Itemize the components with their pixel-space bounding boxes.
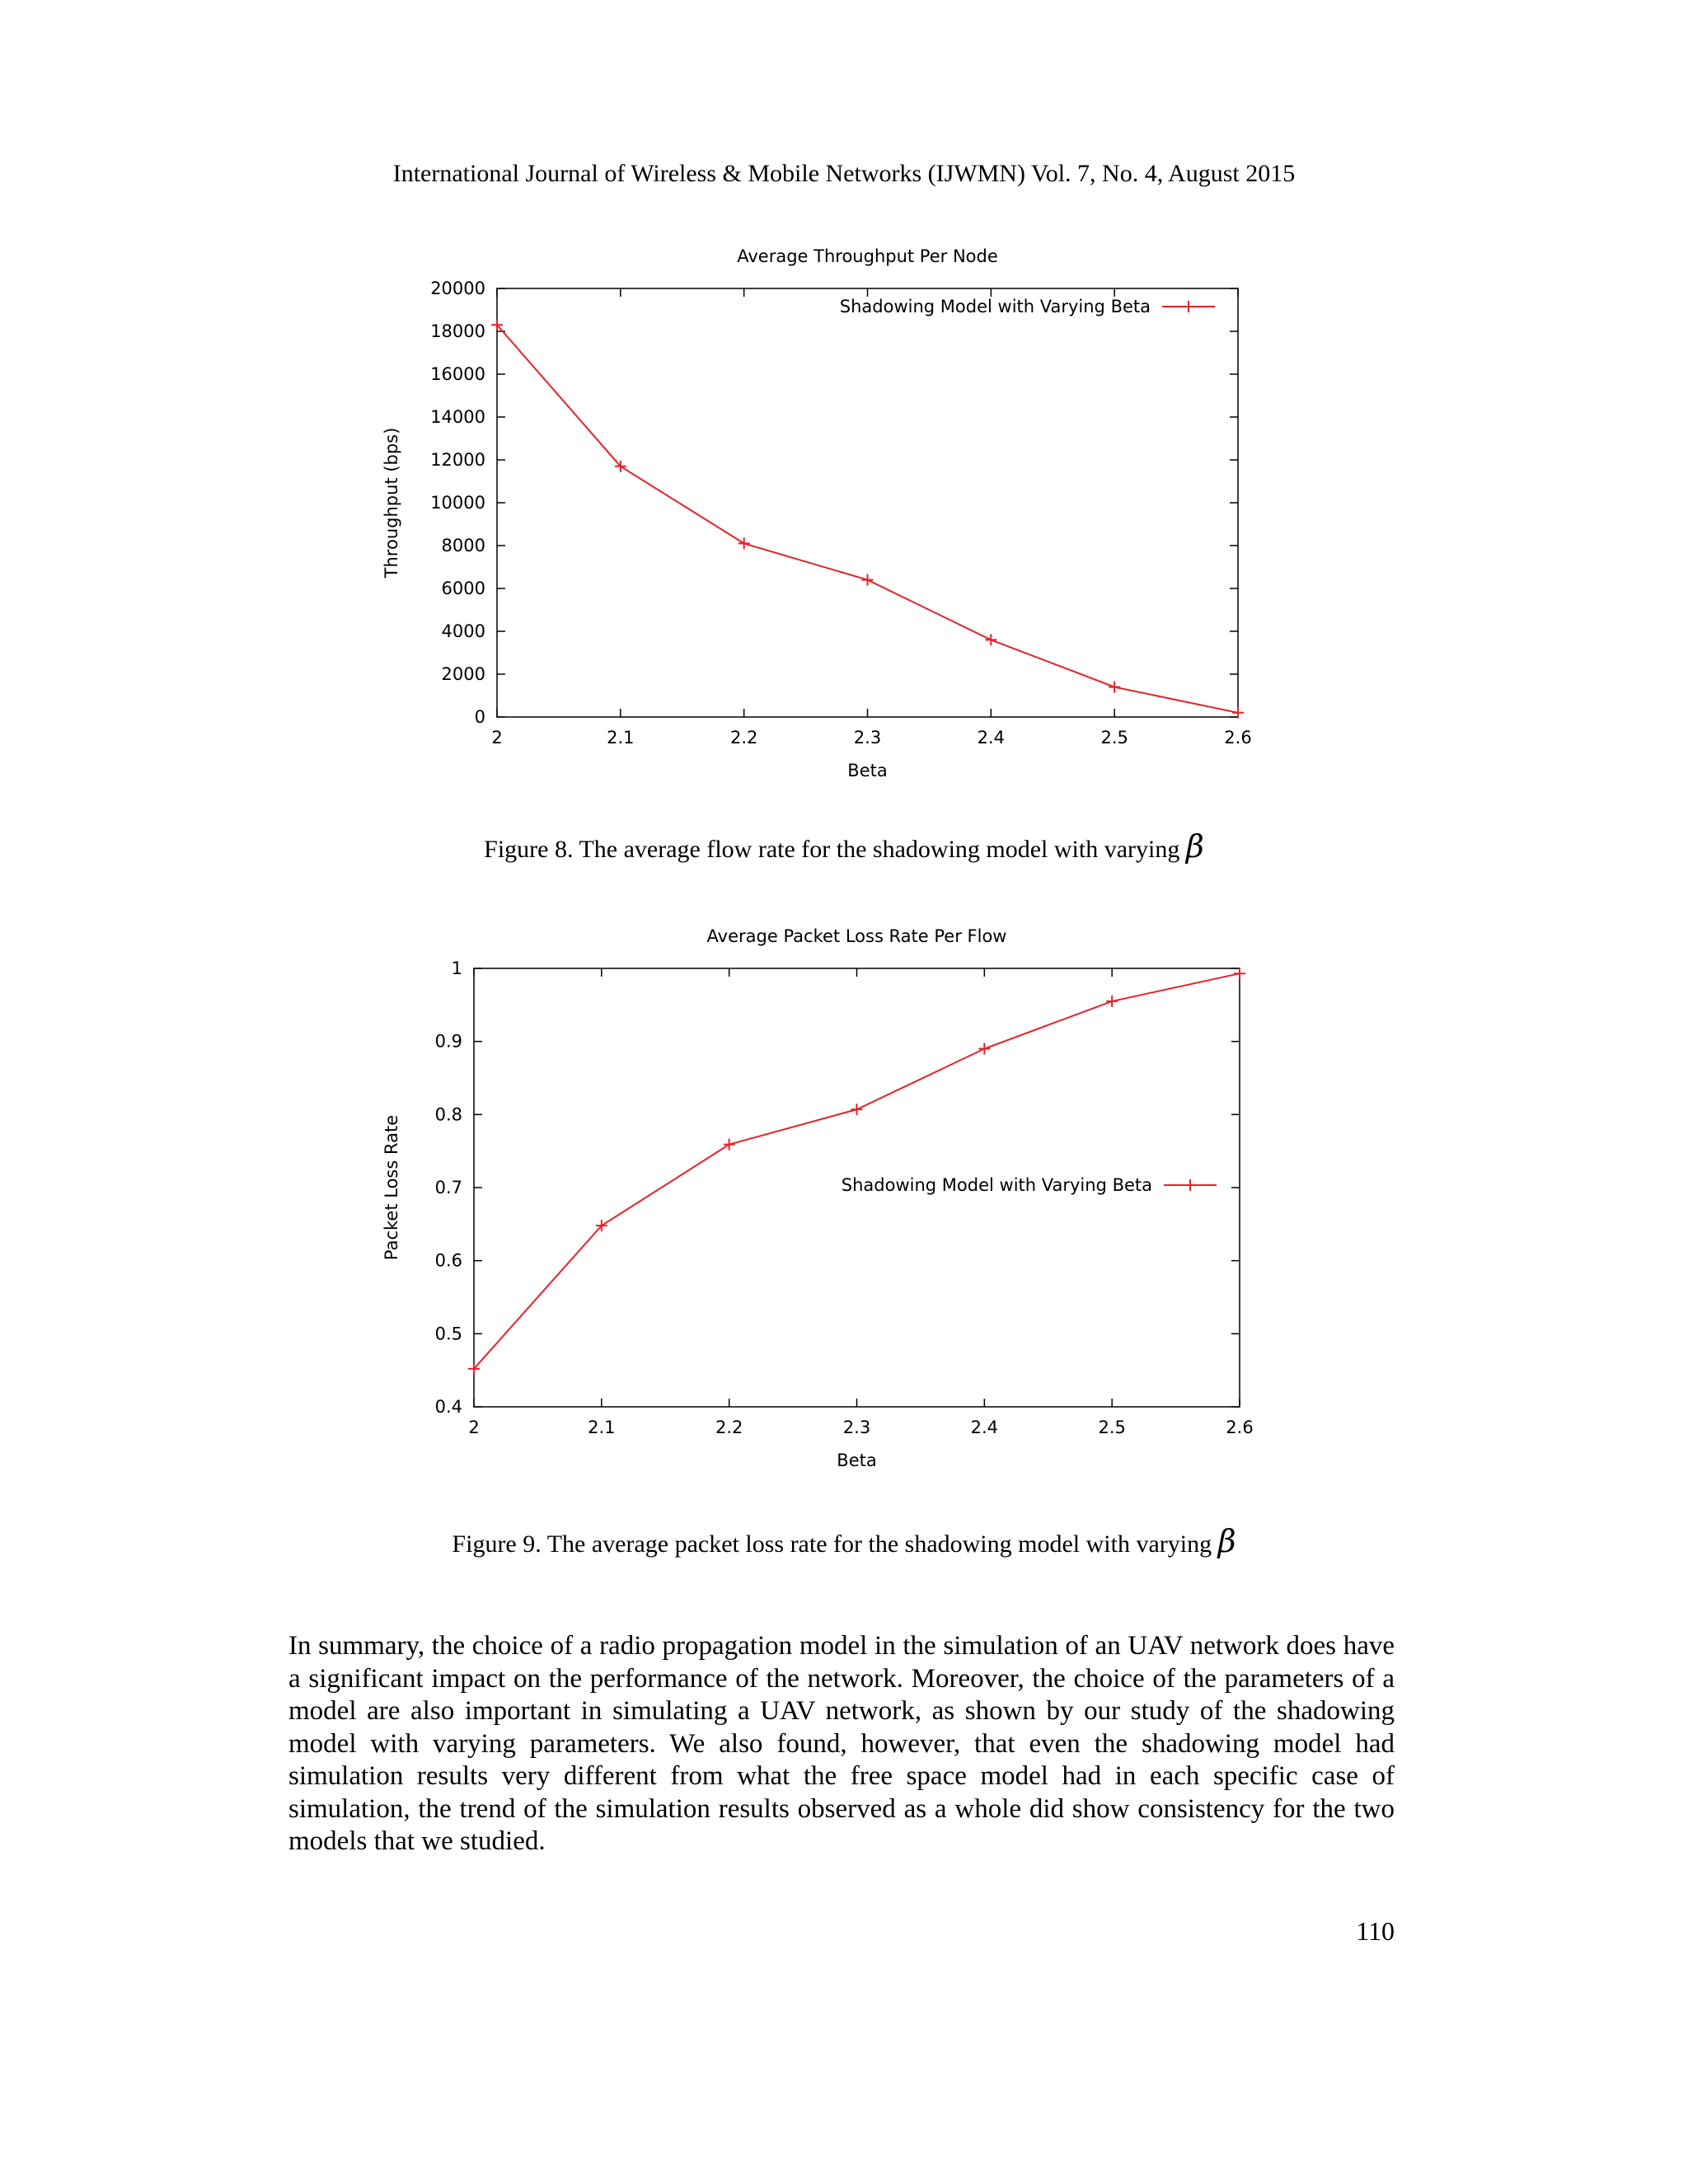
throughput-x-tick-label: 2.6 bbox=[1224, 728, 1252, 748]
throughput-x-tick-label: 2 bbox=[491, 728, 503, 748]
packet-loss-y-axis-label: Packet Loss Rate bbox=[382, 1114, 401, 1261]
throughput-y-tick-label: 8000 bbox=[441, 536, 485, 555]
packet-loss-legend-label: Shadowing Model with Varying Beta bbox=[841, 1175, 1152, 1195]
packet-loss-y-tick-label: 0.8 bbox=[434, 1104, 462, 1125]
packet-loss-series-line bbox=[474, 973, 1240, 1369]
throughput-data-point bbox=[738, 537, 750, 549]
figure-9-caption-symbol: β bbox=[1217, 1523, 1236, 1559]
figure-9-caption bbox=[0, 1523, 1688, 1559]
packet-loss-chart-title: Average Packet Loss Rate Per Flow bbox=[706, 926, 1007, 946]
throughput-plot-frame bbox=[497, 288, 1238, 717]
throughput-y-tick-label: 2000 bbox=[441, 664, 485, 684]
packet-loss-y-tick-label: 0.9 bbox=[434, 1031, 462, 1052]
throughput-y-tick-label: 16000 bbox=[430, 364, 485, 384]
packet-loss-x-tick-label: 2.6 bbox=[1226, 1418, 1254, 1437]
throughput-data-point bbox=[862, 574, 874, 586]
throughput-x-tick-label: 2.1 bbox=[607, 728, 635, 748]
throughput-y-tick-label: 6000 bbox=[441, 579, 485, 598]
packet-loss-x-tick-label: 2.4 bbox=[970, 1418, 999, 1437]
packet-loss-y-tick-label: 0.6 bbox=[434, 1250, 462, 1271]
packet-loss-y-tick-label: 1 bbox=[451, 958, 462, 978]
packet-loss-y-tick-label: 0.5 bbox=[434, 1324, 462, 1344]
packet-loss-y-tick-label: 0.4 bbox=[434, 1397, 462, 1417]
throughput-y-tick-label: 20000 bbox=[430, 279, 485, 298]
throughput-chart-title: Average Throughput Per Node bbox=[737, 246, 998, 266]
packet-loss-x-tick-label: 2 bbox=[468, 1418, 480, 1437]
packet-loss-data-point bbox=[978, 1043, 990, 1055]
throughput-y-tick-label: 12000 bbox=[430, 450, 485, 470]
throughput-y-axis-label: Throughput (bps) bbox=[382, 427, 401, 579]
throughput-legend-marker bbox=[1183, 301, 1194, 312]
throughput-y-tick-label: 0 bbox=[474, 707, 485, 727]
packet-loss-data-point bbox=[724, 1139, 735, 1151]
packet-loss-legend-marker bbox=[1184, 1179, 1196, 1191]
packet-loss-x-tick-label: 2.3 bbox=[842, 1418, 871, 1437]
throughput-x-tick-label: 2.2 bbox=[729, 728, 758, 748]
throughput-series-line bbox=[497, 325, 1238, 713]
throughput-x-tick-label: 2.3 bbox=[853, 728, 882, 748]
throughput-y-tick-label: 10000 bbox=[430, 493, 485, 513]
throughput-y-tick-label: 18000 bbox=[430, 321, 485, 341]
figure-9-caption-text: Figure 9. The average packet loss rate for the shadowing model with varying bbox=[452, 1530, 1212, 1558]
figure-8-caption bbox=[0, 828, 1688, 865]
throughput-y-tick-label: 4000 bbox=[441, 621, 485, 641]
throughput-data-point bbox=[1109, 682, 1120, 693]
throughput-chart bbox=[0, 231, 1688, 808]
packet-loss-y-tick-label: 0.7 bbox=[434, 1178, 462, 1197]
journal-header: International Journal of Wireless & Mobile Networks (IJWMN) Vol. 7, No. 4, August 2015 bbox=[392, 160, 1296, 187]
packet-loss-x-tick-label: 2.2 bbox=[715, 1418, 743, 1437]
throughput-data-point bbox=[985, 634, 996, 645]
summary-paragraph: In summary, the choice of a radio propagation model in the simulation of an UAV network does have a significant impact on the performance of the network. Moreover, the choice of the parameters of a model are also important in simulating a UAV network, as shown by our study of the shadowing model with varying parameters. We also found, however, that even the shadowing model had simulation results very different from what the free space model had in each specific case of simulation, the trend of the simulation results observed as a whole did show consistency for the two models that we studied. bbox=[288, 1631, 1395, 1856]
page-number: 110 bbox=[1356, 1916, 1395, 1946]
throughput-y-tick-label: 14000 bbox=[430, 407, 485, 427]
figure-8-caption-text: Figure 8. The average flow rate for the shadowing model with varying bbox=[484, 836, 1180, 863]
figure-8-caption-symbol: β bbox=[1185, 828, 1204, 865]
packet-loss-chart bbox=[0, 919, 1688, 1496]
packet-loss-x-tick-label: 2.1 bbox=[588, 1418, 616, 1437]
packet-loss-x-axis-label: Beta bbox=[837, 1451, 877, 1470]
throughput-x-tick-label: 2.5 bbox=[1100, 728, 1128, 748]
throughput-legend-label: Shadowing Model with Varying Beta bbox=[839, 297, 1151, 316]
packet-loss-data-point bbox=[1106, 996, 1118, 1007]
packet-loss-data-point bbox=[851, 1104, 863, 1115]
packet-loss-x-tick-label: 2.5 bbox=[1098, 1418, 1126, 1437]
throughput-x-axis-label: Beta bbox=[847, 761, 888, 780]
throughput-x-tick-label: 2.4 bbox=[977, 728, 1006, 748]
packet-loss-data-point bbox=[1234, 968, 1245, 979]
